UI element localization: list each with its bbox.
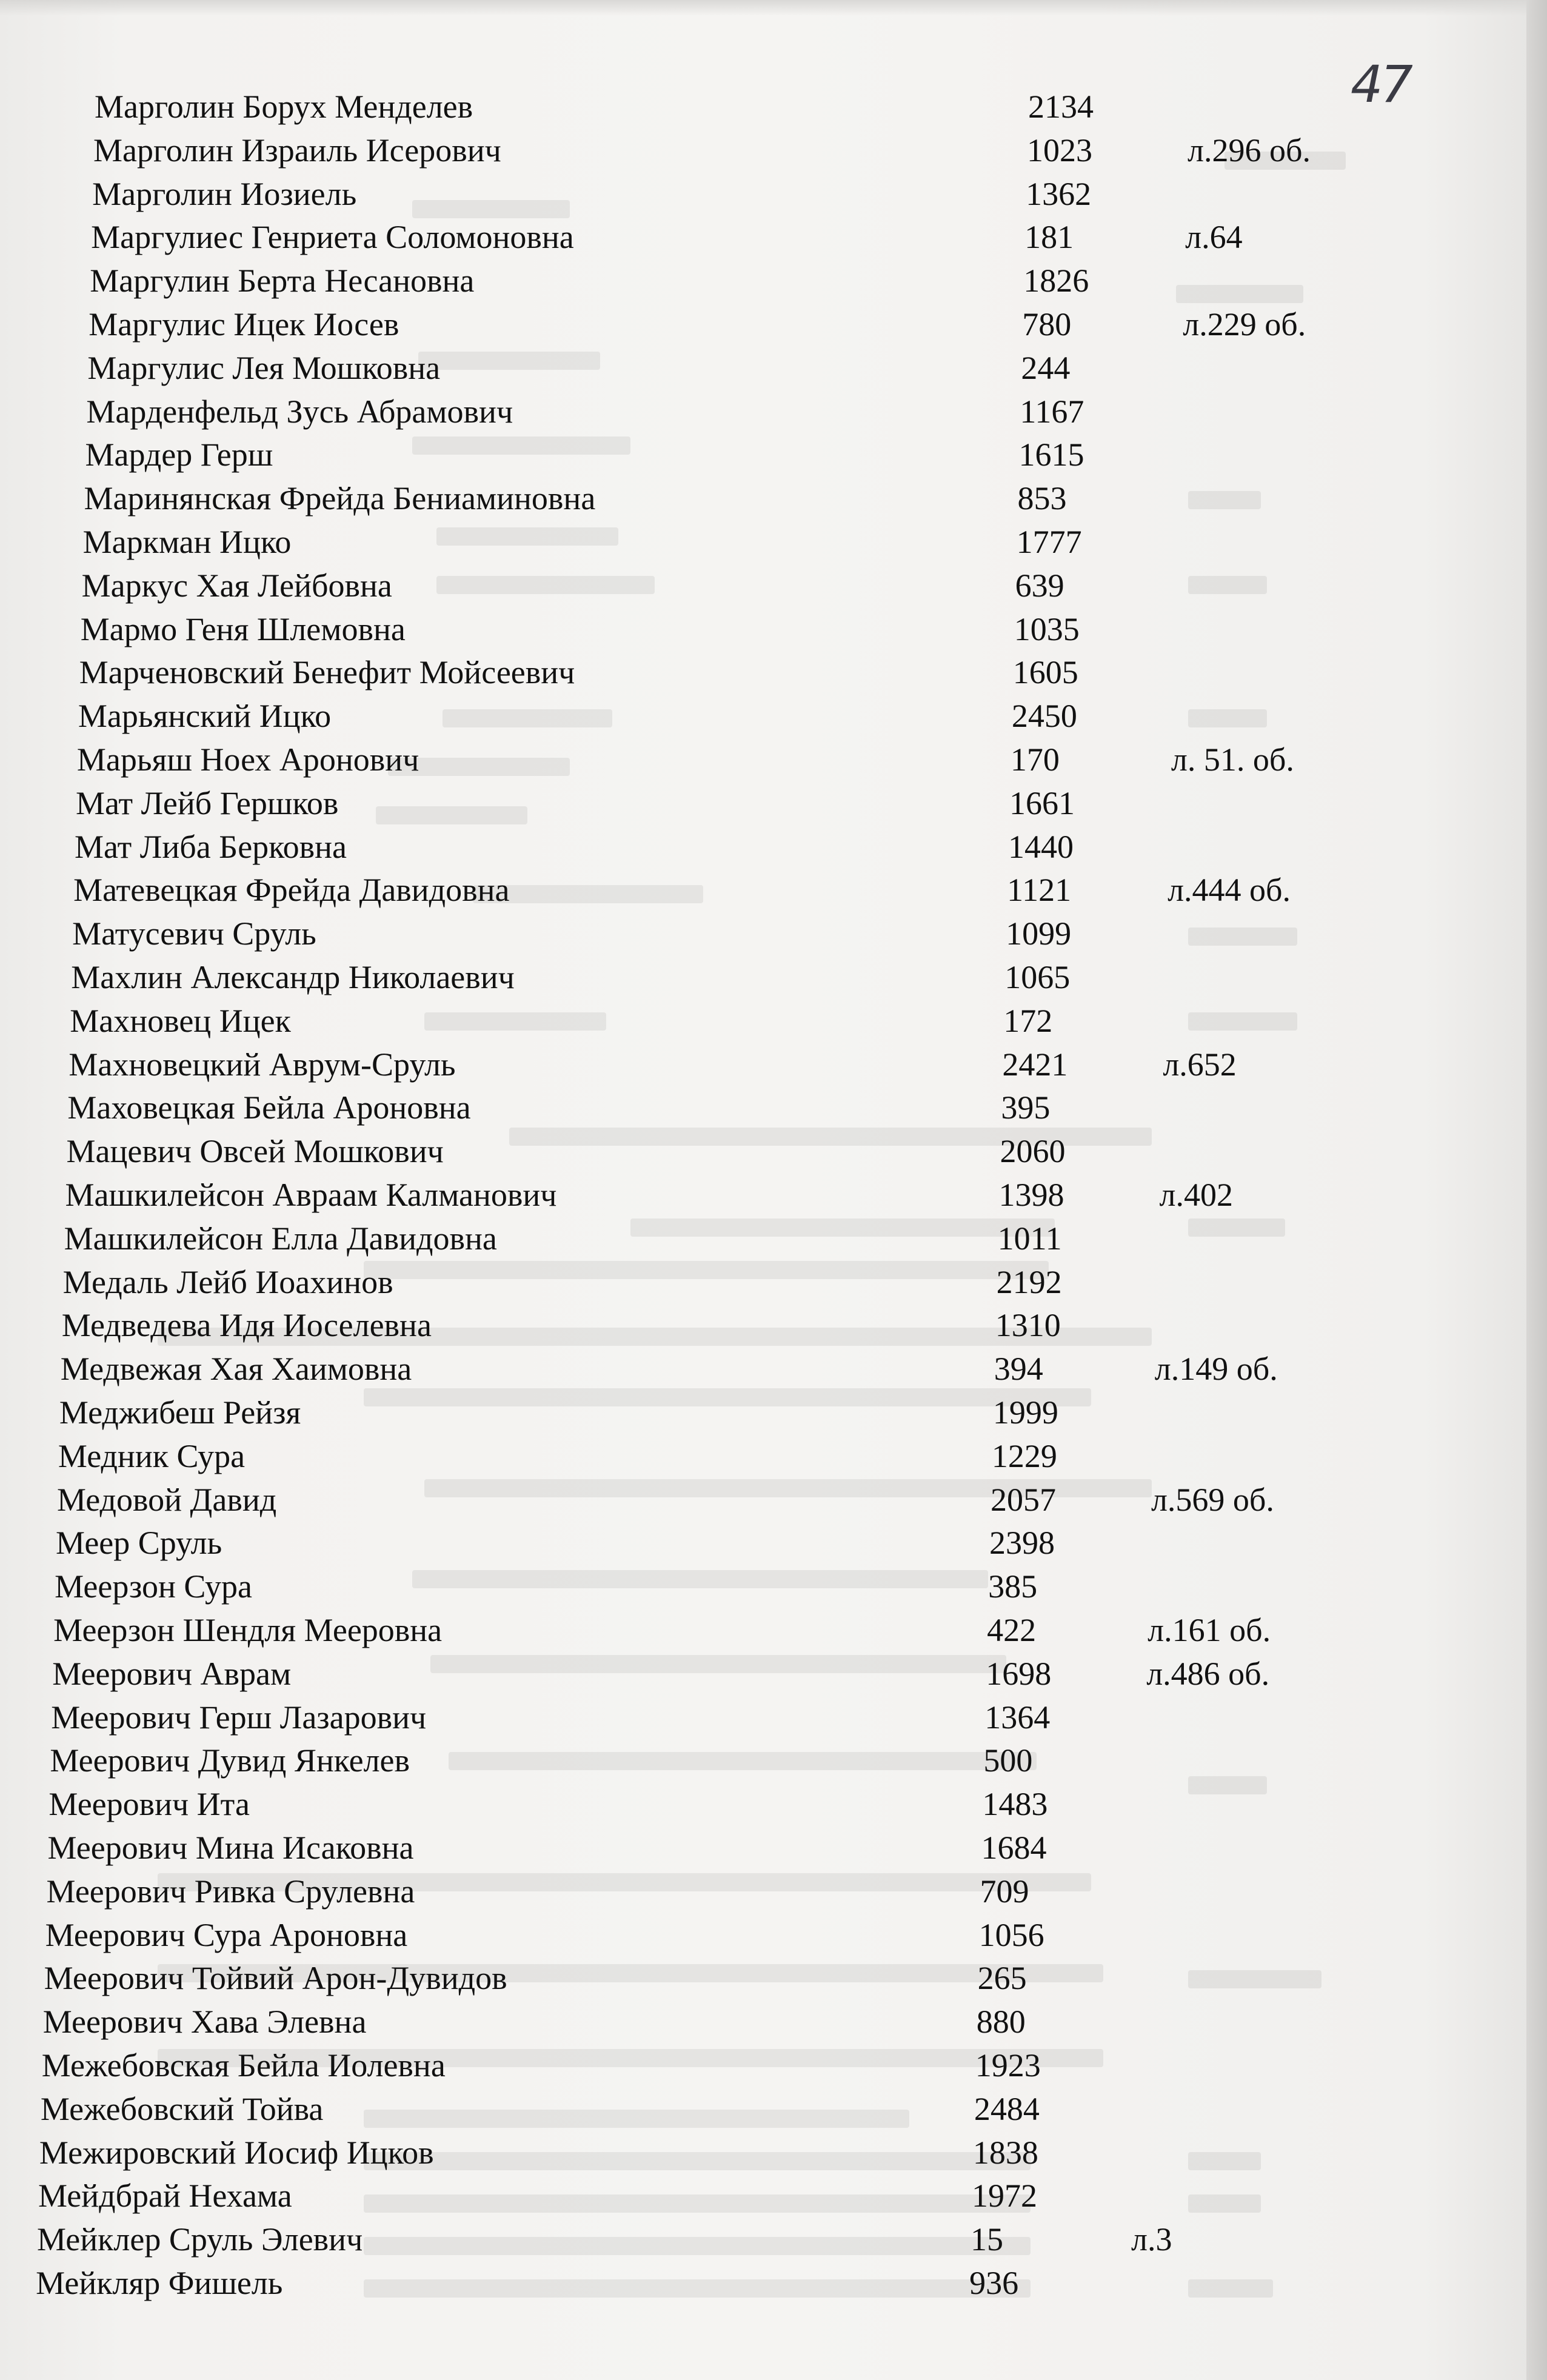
record-number: 1023: [1027, 132, 1093, 169]
record-number: 1483: [982, 1786, 1048, 1823]
record-number: 1310: [995, 1307, 1061, 1344]
person-name: Мардер Герш: [85, 436, 273, 473]
record-number: 1121: [1007, 872, 1072, 909]
record-number: 172: [1003, 1002, 1053, 1039]
record-number: 853: [1017, 480, 1067, 517]
record-number: 1398: [998, 1177, 1064, 1213]
register-entry: [36, 2261, 1430, 2305]
register-entry: [39, 2131, 1434, 2174]
person-name: Маркус Хая Лейбовна: [81, 567, 392, 604]
person-name: Меерович Ривка Срулевна: [46, 1873, 415, 1910]
record-number: 265: [977, 1960, 1027, 1997]
register-entry: [87, 346, 1482, 390]
sheet-reference: л.402: [1159, 1177, 1233, 1213]
sheet-reference: л.444 об.: [1168, 872, 1291, 909]
person-name: Медвежая Хая Хаимовна: [60, 1351, 412, 1388]
record-number: 385: [988, 1568, 1038, 1605]
person-name: Марченовский Бенефит Мойсеевич: [79, 654, 575, 691]
record-number: 1684: [981, 1830, 1047, 1866]
record-number: 1826: [1023, 262, 1089, 299]
register-entry: [70, 999, 1464, 1043]
record-number: 1167: [1020, 393, 1084, 430]
person-name: Мацевич Овсей Мошкович: [66, 1133, 444, 1170]
record-number: 1099: [1006, 915, 1072, 952]
register-entry: [65, 1173, 1460, 1217]
person-name: Махновецкий Аврум-Сруль: [68, 1046, 456, 1083]
register-entry: [55, 1565, 1449, 1608]
record-number: 1698: [986, 1655, 1052, 1692]
record-number: 15: [971, 2221, 1003, 2258]
record-number: 2134: [1028, 89, 1094, 125]
record-number: 1972: [971, 2178, 1037, 2215]
sheet-reference: л.486 об.: [1146, 1655, 1270, 1692]
record-number: 1838: [972, 2134, 1038, 2171]
register-entry: [71, 955, 1465, 999]
person-name: Меджибеш Рейзя: [59, 1394, 301, 1431]
record-number: 500: [983, 1742, 1033, 1779]
register-entry: [86, 390, 1480, 433]
record-number: 709: [980, 1873, 1029, 1910]
record-number: 2060: [1000, 1133, 1066, 1170]
person-name: Межировский Иосиф Ицков: [39, 2134, 434, 2171]
record-number: 422: [987, 1612, 1037, 1648]
register-entry: [95, 85, 1489, 129]
record-number: 1056: [978, 1916, 1044, 1953]
person-name: Меерович Дувид Янкелев: [50, 1742, 410, 1779]
record-number: 394: [994, 1351, 1043, 1388]
person-name: Меерович Хава Элевна: [42, 2004, 367, 2041]
record-number: 1999: [992, 1394, 1058, 1431]
record-number: 181: [1024, 219, 1074, 256]
record-number: 1011: [997, 1220, 1062, 1257]
person-name: Мейкляр Фишель: [36, 2265, 283, 2301]
record-number: 395: [1001, 1089, 1051, 1126]
person-name: Мармо Геня Шлемовна: [80, 610, 406, 647]
register-entry: [77, 738, 1471, 781]
sheet-reference: л.64: [1185, 219, 1243, 256]
person-name: Меерович Аврам: [52, 1655, 292, 1692]
person-name: Маринянская Фрейда Бениаминовна: [84, 480, 596, 517]
person-name: Меерович Ита: [48, 1786, 250, 1823]
register-entry: [75, 825, 1469, 869]
register-entry: [47, 1826, 1442, 1870]
person-name: Медведева Идя Иоселевна: [61, 1307, 432, 1344]
register-entry: [79, 650, 1474, 694]
person-name: Меерзон Сура: [55, 1568, 253, 1605]
register-entry: [81, 607, 1475, 651]
register-entry: [62, 1303, 1456, 1347]
sheet-reference: л.296 об.: [1188, 132, 1311, 169]
register-entry: [93, 129, 1488, 172]
register-entry: [52, 1652, 1446, 1696]
record-number: 1605: [1012, 654, 1078, 691]
person-name: Марголин Борух Менделев: [95, 89, 473, 125]
record-number: 2421: [1002, 1046, 1068, 1083]
register-entry: [92, 172, 1486, 216]
person-name: Меерович Сура Ароновна: [45, 1916, 408, 1953]
person-name: Меерович Тойвий Арон-Дувидов: [44, 1960, 507, 1997]
register-entry: [67, 1086, 1462, 1129]
person-name: Меерович Мина Исаковна: [47, 1830, 414, 1866]
record-number: 639: [1015, 567, 1064, 604]
register-entry: [59, 1391, 1454, 1434]
person-name: Матевецкая Фрейда Давидовна: [73, 872, 510, 909]
register-entry: [66, 1129, 1460, 1173]
register-entry: [82, 564, 1476, 607]
register-entry: [58, 1434, 1452, 1478]
record-number: 1035: [1014, 610, 1080, 647]
register-entry: [63, 1260, 1457, 1304]
register-entry: [89, 303, 1483, 346]
record-number: 936: [969, 2265, 1019, 2301]
person-name: Медник Сура: [58, 1437, 246, 1474]
register-entry: [85, 433, 1479, 476]
sheet-reference: л.3: [1131, 2221, 1172, 2258]
record-number: 1440: [1008, 828, 1074, 865]
person-name: Межебовский Тойва: [40, 2090, 324, 2127]
person-name: Меер Сруль: [56, 1525, 222, 1562]
sheet-reference: л.149 об.: [1154, 1351, 1278, 1388]
record-number: 1362: [1026, 175, 1092, 212]
person-name: Машкилейсон Елла Давидовна: [64, 1220, 497, 1257]
person-name: Мейклер Сруль Элевич: [37, 2221, 363, 2258]
person-name: Марденфельд Зусь Абрамович: [86, 393, 513, 430]
register-entry: [50, 1739, 1444, 1782]
register-entry: [51, 1696, 1445, 1739]
register-entry: [91, 215, 1485, 259]
register-entry: [73, 868, 1468, 912]
register-entry: [37, 2218, 1431, 2261]
person-name: Меерович Герш Лазарович: [51, 1699, 427, 1736]
register-entry: [78, 694, 1472, 738]
register-entry: [83, 520, 1477, 564]
record-number: 2398: [989, 1525, 1055, 1562]
record-number: 1364: [984, 1699, 1051, 1736]
record-number: 1229: [991, 1437, 1057, 1474]
person-name: Марьяш Ноех Аронович: [76, 741, 419, 778]
sheet-reference: л.569 об.: [1151, 1481, 1274, 1518]
register-entry: [57, 1478, 1451, 1522]
person-name: Медовой Давид: [56, 1481, 277, 1518]
record-number: 2484: [974, 2090, 1040, 2127]
person-name: Мейдбрай Нехама: [38, 2178, 292, 2215]
register-entry: [44, 1956, 1438, 2000]
record-number: 170: [1010, 741, 1060, 778]
register-entry: [84, 476, 1479, 520]
register-entry: [72, 912, 1466, 955]
person-name: Мат Лейб Гершков: [75, 784, 339, 821]
person-name: Матусевич Сруль: [72, 915, 316, 952]
person-name: Маргулиес Генриета Соломоновна: [91, 219, 574, 256]
register-entry: [45, 1913, 1440, 1957]
person-name: Маргулин Берта Несановна: [90, 262, 475, 299]
register-entry: [90, 259, 1484, 303]
register-entry: [53, 1608, 1448, 1652]
register-entry: [56, 1521, 1450, 1565]
record-number: 780: [1022, 306, 1072, 343]
person-name: Махлин Александр Николаевич: [71, 959, 515, 995]
register-entry: [42, 2044, 1436, 2087]
record-number: 2192: [996, 1263, 1062, 1300]
person-name: Машкилейсон Авраам Калманович: [65, 1177, 557, 1213]
register-entry: [64, 1217, 1458, 1260]
record-number: 244: [1021, 349, 1071, 386]
person-name: Маргулис Лея Мошковна: [87, 349, 441, 386]
person-name: Маркман Ицко: [82, 524, 292, 560]
person-name: Марголин Израиль Исерович: [93, 132, 501, 169]
record-number: 1661: [1009, 784, 1075, 821]
person-name: Маховецкая Бейла Ароновна: [67, 1089, 471, 1126]
register-entry: [76, 781, 1470, 825]
sheet-reference: л.229 об.: [1183, 306, 1306, 343]
sheet-reference: л.161 об.: [1148, 1612, 1271, 1648]
register-entry: [61, 1347, 1455, 1391]
register-entry: [48, 1782, 1443, 1826]
record-number: 2450: [1011, 698, 1077, 735]
handwritten-page-number: 47: [1351, 55, 1411, 114]
person-name: Меерзон Шендля Мееровна: [53, 1612, 443, 1648]
record-number: 1777: [1016, 524, 1082, 560]
record-number: 1615: [1018, 436, 1084, 473]
record-number: 1923: [975, 2047, 1041, 2084]
register-entry: [41, 2087, 1435, 2131]
person-name: Межебовская Бейла Иолевна: [41, 2047, 446, 2084]
record-number: 2057: [990, 1481, 1056, 1518]
person-name: Махновец Ицек: [70, 1002, 291, 1039]
register-entry: [47, 1870, 1441, 1913]
person-name: Марголин Иозиель: [92, 175, 357, 212]
register-entry: [43, 2000, 1437, 2044]
sheet-reference: л. 51. об.: [1171, 741, 1294, 778]
person-name: Мат Либа Берковна: [75, 828, 347, 865]
register-entry: [68, 1043, 1463, 1086]
record-number: 880: [976, 2004, 1026, 2041]
register-entry: [38, 2174, 1432, 2218]
person-name: Марьянский Ицко: [78, 698, 332, 735]
person-name: Маргулис Ицек Иосев: [89, 306, 399, 343]
person-name: Медаль Лейб Иоахинов: [62, 1263, 393, 1300]
sheet-reference: л.652: [1163, 1046, 1237, 1083]
record-number: 1065: [1004, 959, 1071, 995]
